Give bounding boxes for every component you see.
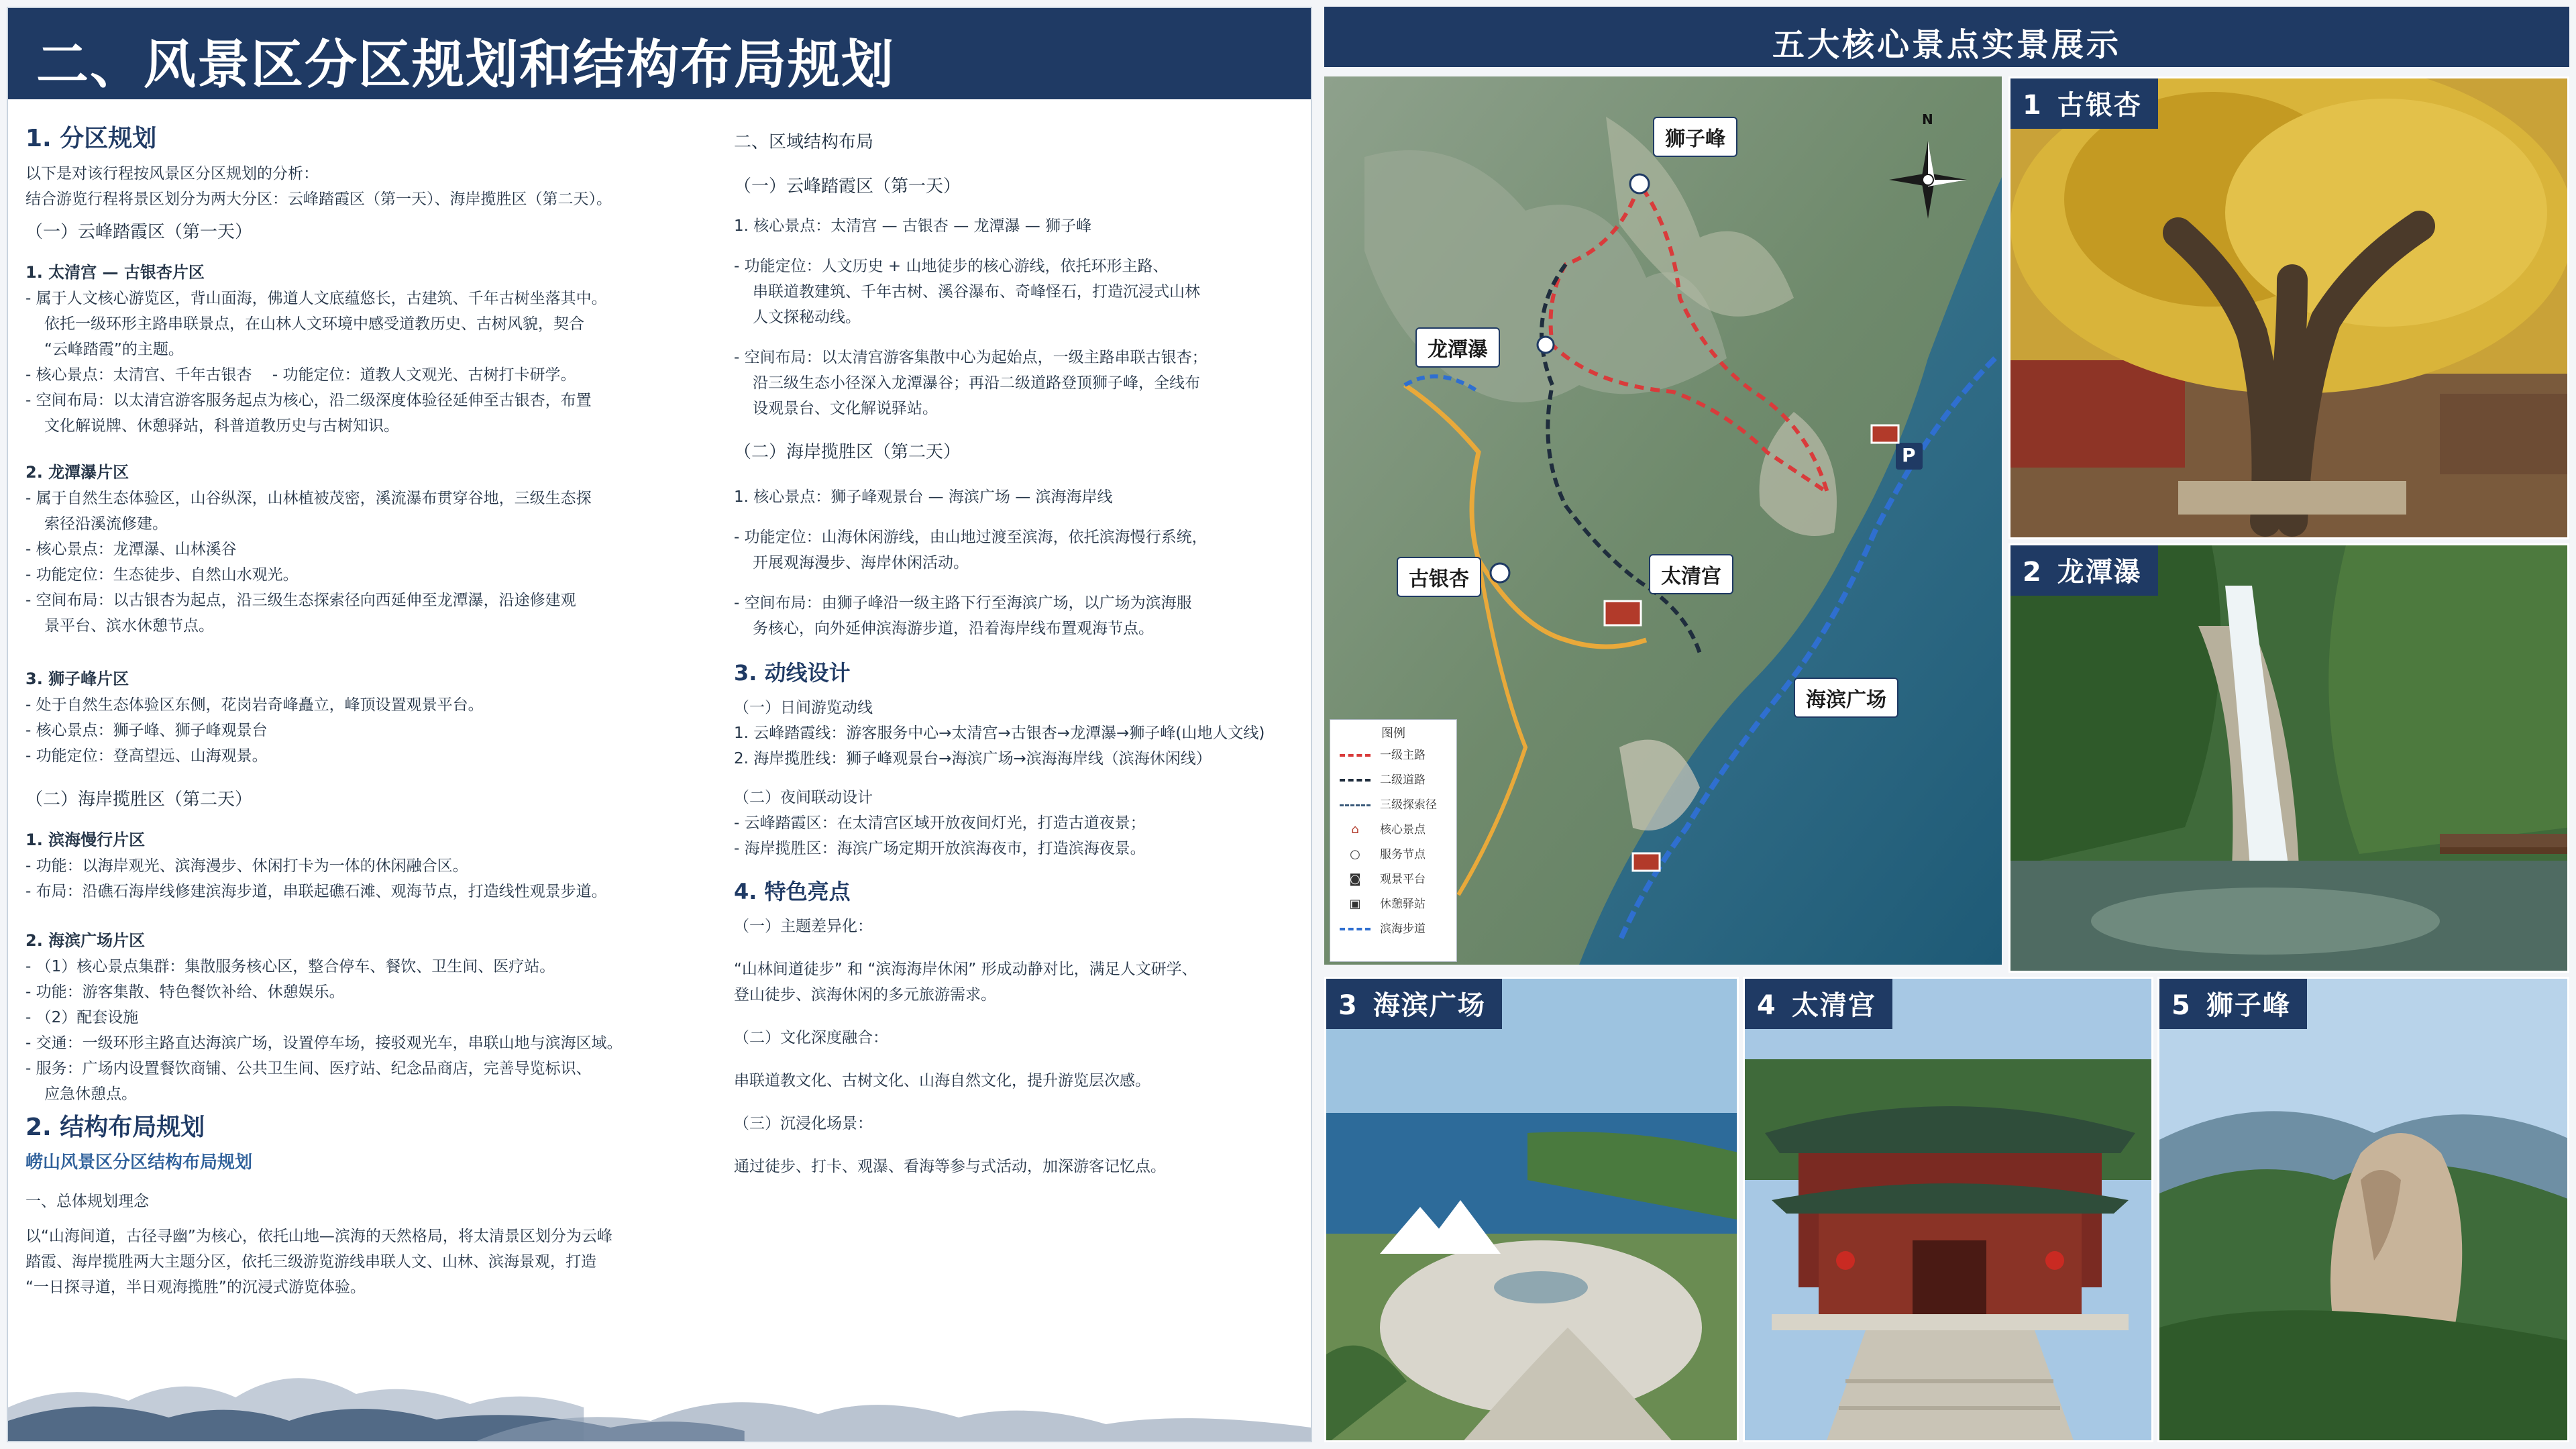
text-line: 串联道教建筑、千年古树、溪谷瀑布、奇峰怪石，打造沉浸式山林 bbox=[753, 283, 1200, 301]
photo-name: 海滨广场 bbox=[1373, 990, 1486, 1021]
ginkgo-tree-image bbox=[2010, 78, 2569, 539]
text-line: 1. 核心景点：太清宫 — 古银杏 — 龙潭瀑 — 狮子峰 bbox=[734, 217, 1092, 235]
parking-label: P bbox=[1902, 444, 1916, 466]
photo-label bbox=[1745, 979, 1892, 1029]
legend-label: 一级主路 bbox=[1380, 749, 1426, 762]
text-line: - 核心景点：龙潭瀑、山林溪谷 bbox=[25, 541, 237, 558]
legend-item bbox=[1340, 770, 1426, 790]
temple-icon: ⌂ bbox=[1351, 822, 1359, 837]
text-line: - 功能定位：山海休闲游线，由山地过渡至滨海，依托滨海慢行系统， bbox=[734, 529, 1208, 546]
photo-number: 1 bbox=[2023, 90, 2043, 121]
map-legend bbox=[1330, 719, 1457, 962]
text-line: - 服务：广场内设置餐饮商铺、公共卫生间、医疗站、纪念品商店，完善导览标识、 bbox=[25, 1060, 592, 1077]
text-line: - 空间布局：以太清宫游客集散中心为起始点，一级主路串联古银杏； bbox=[734, 349, 1208, 366]
text-line: 应急休憩点。 bbox=[44, 1085, 137, 1103]
legend-label: 核心景点 bbox=[1380, 823, 1426, 837]
legend-label: 观景平台 bbox=[1380, 873, 1426, 886]
photo-seaside-plaza[interactable] bbox=[1324, 977, 1739, 1442]
compass-north-label: N bbox=[1922, 111, 1933, 127]
page-header bbox=[8, 8, 1311, 99]
text-line: - 功能定位：登高望远、山海观景。 bbox=[25, 747, 268, 765]
text-line: - 空间布局：以古银杏为起点，沿三级生态探索径向西延伸至龙潭瀑，沿途修建观 bbox=[25, 592, 576, 609]
text-line: 以“山海间道，古径寻幽”为核心，依托山地—滨海的天然格局，将太清景区划分为云峰 bbox=[25, 1228, 612, 1245]
legend-item bbox=[1340, 795, 1437, 815]
subzone-title: 2. 海滨广场片区 bbox=[25, 931, 146, 950]
text-line: - 功能：游客集散、特色餐饮补给、休憩娱乐。 bbox=[25, 983, 345, 1001]
section-heading-highlights: 4. 特色亮点 bbox=[734, 879, 851, 904]
photo-waterfall[interactable] bbox=[2008, 543, 2569, 973]
text-line: 踏霞、海岸揽胜两大主题分区，依托三级游览游线串联人文、山林、滨海景观，打造 bbox=[25, 1253, 596, 1271]
text-line: - 海岸揽胜区：海滨广场定期开放滨海夜市，打造滨海夜景。 bbox=[734, 840, 1146, 857]
photo-label bbox=[2010, 545, 2158, 596]
photo-label bbox=[2010, 78, 2158, 129]
legend-item bbox=[1340, 745, 1426, 765]
photo-number: 5 bbox=[2171, 990, 2192, 1021]
legend-item bbox=[1340, 919, 1426, 939]
legend-label: 三级探索径 bbox=[1380, 798, 1437, 812]
photo-number: 3 bbox=[1338, 990, 1358, 1021]
text-line: 1. 核心景点：狮子峰观景台 — 海滨广场 — 滨海海岸线 bbox=[734, 488, 1113, 506]
zone-heading: （一）云峰踏霞区（第一天） bbox=[734, 176, 961, 197]
concept-heading: 一、总体规划理念 bbox=[25, 1193, 149, 1210]
text-line: （一）主题差异化： bbox=[734, 918, 873, 935]
text-line: - 功能：以海岸观光、滨海漫步、休闲打卡为一体的休闲融合区。 bbox=[25, 857, 468, 875]
text-line: 1. 云峰踏霞线：游客服务中心→太清宫→古银杏→龙潭瀑→狮子峰(山地人文线) bbox=[734, 724, 1265, 742]
section-heading-zoning: 1. 分区规划 bbox=[25, 125, 157, 152]
text-line: 设观景台、文化解说驿站。 bbox=[753, 400, 938, 417]
subzone-title: 2. 龙潭瀑片区 bbox=[25, 463, 129, 482]
text-line: 开展观海漫步、海岸休闲活动。 bbox=[753, 554, 969, 572]
text-line: 串联道教文化、古树文化、山海自然文化，提升游览层次感。 bbox=[734, 1072, 1150, 1089]
legend-item bbox=[1340, 869, 1426, 890]
text-line: （二）夜间联动设计 bbox=[734, 789, 873, 806]
seaside-plaza-image bbox=[1326, 979, 1739, 1442]
showcase-header bbox=[1324, 7, 2569, 67]
zone-heading: （二）海岸揽胜区（第二天） bbox=[734, 442, 961, 462]
subzone-title: 1. 滨海慢行片区 bbox=[25, 830, 146, 849]
section-heading-structure: 2. 结构布局规划 bbox=[25, 1114, 205, 1141]
planning-text-panel bbox=[7, 7, 1312, 1442]
blue-dash-swatch bbox=[1340, 928, 1371, 930]
map-label-longtanpu[interactable]: 龙潭瀑 bbox=[1415, 327, 1500, 368]
text-line: - 属于人文核心游览区，背山面海，佛道人文底蕴悠长，古建筑、千年古树坐落其中。 bbox=[25, 290, 607, 307]
text-line: - 交通：一级环形主路直达海滨广场，设置停车场，接驳观光车，串联山地与滨海区域。 bbox=[25, 1034, 623, 1052]
dark-dash-swatch bbox=[1340, 779, 1371, 782]
lion-peak-image bbox=[2159, 979, 2569, 1442]
photo-label bbox=[2159, 979, 2307, 1029]
map-label-haibinguangchang[interactable]: 海滨广场 bbox=[1794, 678, 1898, 718]
text-line: - 空间布局：以太清宫游客服务起点为核心，沿二级深度体验径延伸至古银杏，布置 bbox=[25, 392, 592, 409]
text-line: 索径沿溪流修建。 bbox=[44, 515, 168, 533]
text-line: 登山徒步、滨海休闲的多元旅游需求。 bbox=[734, 986, 996, 1004]
circle-icon: ○ bbox=[1350, 847, 1360, 861]
zone-heading: （二）海岸揽胜区（第二天） bbox=[25, 790, 253, 810]
legend-item bbox=[1340, 820, 1426, 840]
text-line: 人文探秘动线。 bbox=[753, 309, 861, 326]
photo-label bbox=[1326, 979, 1502, 1029]
text-line: - （2）配套设施 bbox=[25, 1009, 139, 1026]
map-label-shizifeng[interactable]: 狮子峰 bbox=[1653, 117, 1737, 157]
photo-ginkgo[interactable] bbox=[2008, 76, 2569, 539]
photo-name: 太清宫 bbox=[1791, 990, 1876, 1021]
text-line: 通过徒步、打卡、观瀑、看海等参与式活动，加深游客记忆点。 bbox=[734, 1158, 1166, 1175]
legend-label: 休憩驿站 bbox=[1380, 898, 1426, 911]
text-line: - 功能定位：人文历史 + 山地徒步的核心游线，依托环形主路、 bbox=[734, 258, 1169, 275]
waterfall-image bbox=[2010, 545, 2569, 973]
rest-station-icon: ▣ bbox=[1349, 897, 1361, 911]
text-line: 2. 海岸揽胜线：狮子峰观景台→海滨广场→滨海海岸线（滨海休闲线） bbox=[734, 750, 1212, 767]
text-line: “云峰踏霞”的主题。 bbox=[44, 341, 184, 358]
text-line: - 核心景点：狮子峰、狮子峰观景台 bbox=[25, 722, 268, 739]
text-line: 务核心，向外延伸滨海游步道，沿着海岸线布置观海节点。 bbox=[753, 620, 1154, 637]
text-line: - 空间布局：由狮子峰沿一级主路下行至海滨广场，以广场为滨海服 bbox=[734, 594, 1192, 612]
photo-name: 狮子峰 bbox=[2206, 990, 2291, 1021]
subzone-title: 3. 狮子峰片区 bbox=[25, 669, 129, 688]
legend-item bbox=[1340, 894, 1426, 914]
subzone-title: 1. 太清宫 — 古银杏片区 bbox=[25, 263, 205, 282]
legend-item bbox=[1340, 845, 1426, 865]
right-column bbox=[734, 122, 1304, 1179]
zone-heading: （一）云峰踏霞区（第一天） bbox=[25, 222, 253, 242]
legend-label: 二级道路 bbox=[1380, 773, 1426, 787]
structure-subtitle: 崂山风景区分区结构布局规划 bbox=[25, 1152, 253, 1173]
text-line: （一）日间游览动线 bbox=[734, 699, 873, 716]
text-line: 文化解说牌、休憩驿站，科普道教历史与古树知识。 bbox=[44, 417, 399, 435]
text-line: - 处于自然生态体验区东侧，花岗岩奇峰矗立，峰顶设置观景平台。 bbox=[25, 696, 484, 714]
scenic-route-map[interactable] bbox=[1324, 76, 2002, 965]
text-line: 景平台、滨水休憩节点。 bbox=[44, 617, 214, 635]
photo-lion-peak[interactable] bbox=[2157, 977, 2569, 1442]
text-line: （二）文化深度融合： bbox=[734, 1029, 888, 1046]
map-label-taiqinggong[interactable]: 太清宫 bbox=[1649, 554, 1733, 594]
dash-dot-swatch bbox=[1340, 804, 1371, 806]
photo-number: 4 bbox=[1757, 990, 1777, 1021]
text-line: - 核心景点：太清宫、千年古银杏 - 功能定位：道教人文观光、古树打卡研学。 bbox=[25, 366, 576, 384]
showcase-title: 五大核心景点实景展示 bbox=[1772, 26, 2121, 64]
temple-image bbox=[1745, 979, 2153, 1442]
left-column bbox=[25, 118, 716, 1300]
photo-name: 龙潭瀑 bbox=[2057, 557, 2142, 588]
photo-name: 古银杏 bbox=[2057, 90, 2142, 121]
text-line: “一日探寻道，半日观海揽胜”的沉浸式游览体验。 bbox=[25, 1279, 366, 1296]
text-line: 沿三级生态小径深入龙潭瀑谷；再沿二级道路登顶狮子峰，全线布 bbox=[753, 374, 1200, 392]
text-line: “山林间道徒步” 和 “滨海海岸休闲” 形成动静对比，满足人文研学、 bbox=[734, 961, 1197, 978]
text-line: - 功能定位：生态徒步、自然山水观光。 bbox=[25, 566, 299, 584]
camera-icon: ◙ bbox=[1349, 872, 1361, 886]
mountain-silhouette-decoration bbox=[8, 1334, 1311, 1441]
map-label-guyinxing[interactable]: 古银杏 bbox=[1397, 557, 1481, 597]
text-line: （三）沉浸化场景： bbox=[734, 1115, 873, 1132]
intro-line: 以下是对该行程按风景区分区规划的分析： bbox=[25, 165, 319, 182]
scenic-showcase-panel bbox=[1324, 7, 2569, 1442]
text-line: 依托一级环形主路串联景点，在山林人文环境中感受道教历史、古树风貌，契合 bbox=[44, 315, 584, 333]
section-heading: 二、区域结构布局 bbox=[734, 132, 874, 152]
red-dash-swatch bbox=[1340, 754, 1371, 757]
legend-title: 图例 bbox=[1381, 727, 1405, 741]
legend-label: 服务节点 bbox=[1380, 848, 1426, 861]
photo-number: 2 bbox=[2023, 557, 2043, 588]
photo-taiqing-palace[interactable] bbox=[1743, 977, 2153, 1442]
legend-label: 滨海步道 bbox=[1380, 922, 1426, 936]
text-line: - 属于自然生态体验区，山谷纵深，山林植被茂密，溪流瀑布贯穿谷地，三级生态探 bbox=[25, 490, 592, 507]
text-line: - （1）核心景点集群：集散服务核心区，整合停车、餐饮、卫生间、医疗站。 bbox=[25, 958, 555, 975]
text-line: - 布局：沿礁石海岸线修建滨海步道，串联起礁石滩、观海节点，打造线性观景步道。 bbox=[25, 883, 607, 900]
intro-line: 结合游览行程将景区划分为两大分区：云峰踏霞区（第一天）、海岸揽胜区（第二天）。 bbox=[25, 191, 612, 208]
section-heading-flow: 3. 动线设计 bbox=[734, 660, 851, 686]
page-title: 二、风景区分区规划和结构布局规划 bbox=[36, 35, 896, 95]
text-line: - 云峰踏霞区：在太清宫区域开放夜间灯光，打造古道夜景； bbox=[734, 814, 1146, 832]
